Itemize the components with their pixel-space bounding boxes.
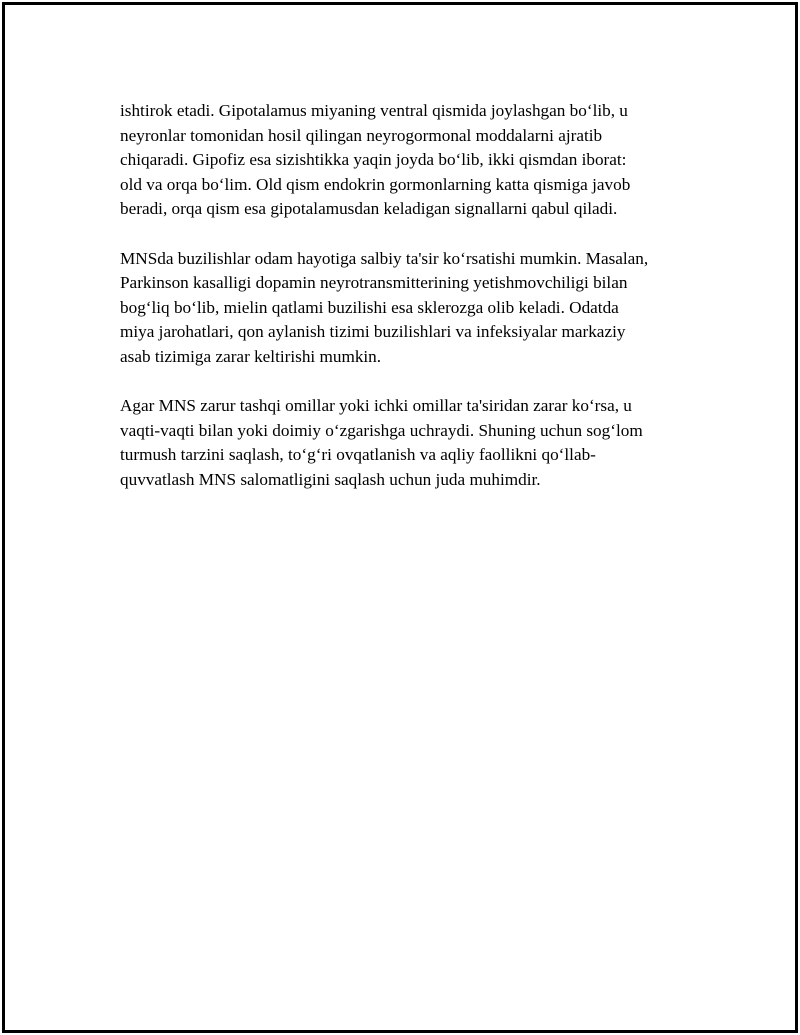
paragraph-1: ishtirok etadi. Gipotalamus miyaning ventral qismida joylashgan bo‘lib, u neyronlar tomonidan hosil qilingan neyrogormonal moddalarni ajratib chiqaradi. Gipofiz esa sizishtikka yaqin joyda bo‘lib, ikki qismdan iborat: old va orqa bo‘lim. Old qism endokrin gormonlarning katta qismiga javob beradi, orqa qism esa gipotalamusdan keladigan signallarni qabul qiladi. xyxy=(120,101,631,219)
paragraph-2: MNSda buzilishlar odam hayotiga salbiy ta'sir ko‘rsatishi mumkin. Masalan, Parkinson kasalligi dopamin neyrotransmitterining yetishmovchiligi bilan bog‘liq bo‘lib, mielin qatlami buzilishi esa sklerozga olib keladi. Odatda miya jarohatlari, qon aylanish tizimi buzilishlari va infeksiyalar markaziy asab tizimiga zarar keltirishi mumkin. xyxy=(120,248,649,366)
page-frame xyxy=(2,2,798,1033)
document-body xyxy=(120,99,710,517)
paragraph-3: Agar MNS zarur tashqi omillar yoki ichki omillar ta'siridan zarar ko‘rsa, u vaqti-vaqti bilan yoki doimiy o‘zgarishga uchraydi. Shuning uchun sog‘lom turmush tarzini saqlash, to‘g‘ri ovqatlanish va aqliy faollikni qo‘llab- quvvatlash MNS salomatligini saqlash uchun juda muhimdir. xyxy=(120,396,643,489)
